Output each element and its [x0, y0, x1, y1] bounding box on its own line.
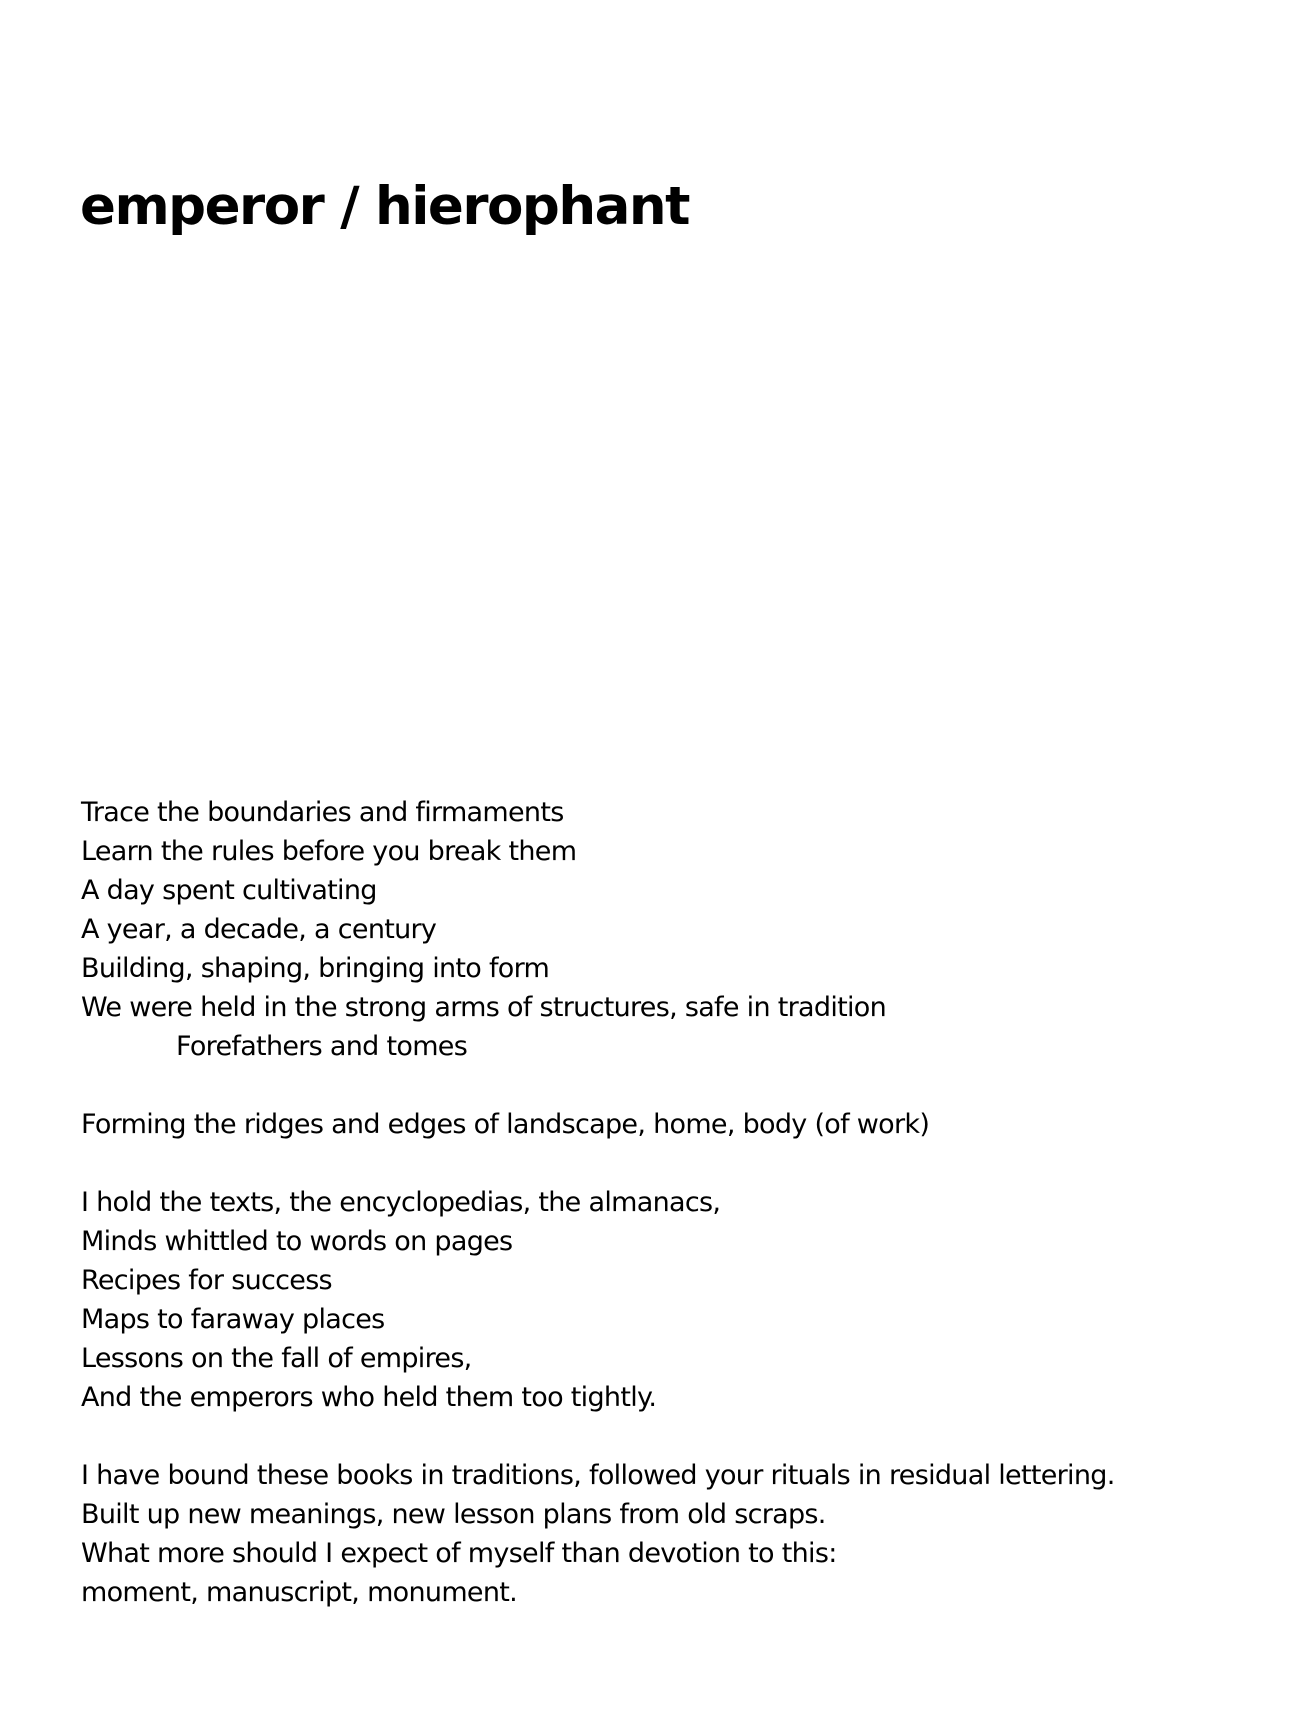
poem-title: emperor / hierophant: [80, 176, 689, 237]
stanza: [81, 793, 1231, 1066]
poem-line: And the emperors who held them too tightly.: [81, 1382, 657, 1413]
poem-line: Forming the ridges and edges of landscape, home, body (of work): [81, 1109, 930, 1140]
poem-line: We were held in the strong arms of structures, safe in tradition: [81, 992, 887, 1023]
poem-body: [81, 793, 1231, 1612]
poem-line: Recipes for success: [81, 1265, 332, 1296]
stanza-break: [81, 1066, 1231, 1105]
poem-line: A day spent cultivating: [81, 875, 377, 906]
poem-line: Lessons on the fall of empires,: [81, 1343, 472, 1374]
poem-line: Maps to faraway places: [81, 1304, 385, 1335]
stanza: [81, 1105, 1231, 1144]
poem-line: Minds whittled to words on pages: [81, 1226, 513, 1257]
poem-line: I hold the texts, the encyclopedias, the almanacs,: [81, 1187, 721, 1218]
poem-line-indented: Forefathers and tomes: [176, 1031, 468, 1062]
poem-line: A year, a decade, a century: [81, 914, 437, 945]
poem-line: I have bound these books in traditions, followed your rituals in residual lettering.: [81, 1460, 1115, 1491]
poem-line: What more should I expect of myself than devotion to this:: [81, 1538, 837, 1569]
poem-line: Learn the rules before you break them: [81, 836, 577, 867]
poem-line: Building, shaping, bringing into form: [81, 953, 550, 984]
poem-line: Trace the boundaries and firmaments: [81, 797, 564, 828]
stanza: [81, 1456, 1231, 1612]
stanza-break: [81, 1144, 1231, 1183]
poem-line: Built up new meanings, new lesson plans from old scraps.: [81, 1499, 826, 1530]
poem-line: moment, manuscript, monument.: [81, 1577, 518, 1608]
stanza: [81, 1183, 1231, 1417]
stanza-break: [81, 1417, 1231, 1456]
